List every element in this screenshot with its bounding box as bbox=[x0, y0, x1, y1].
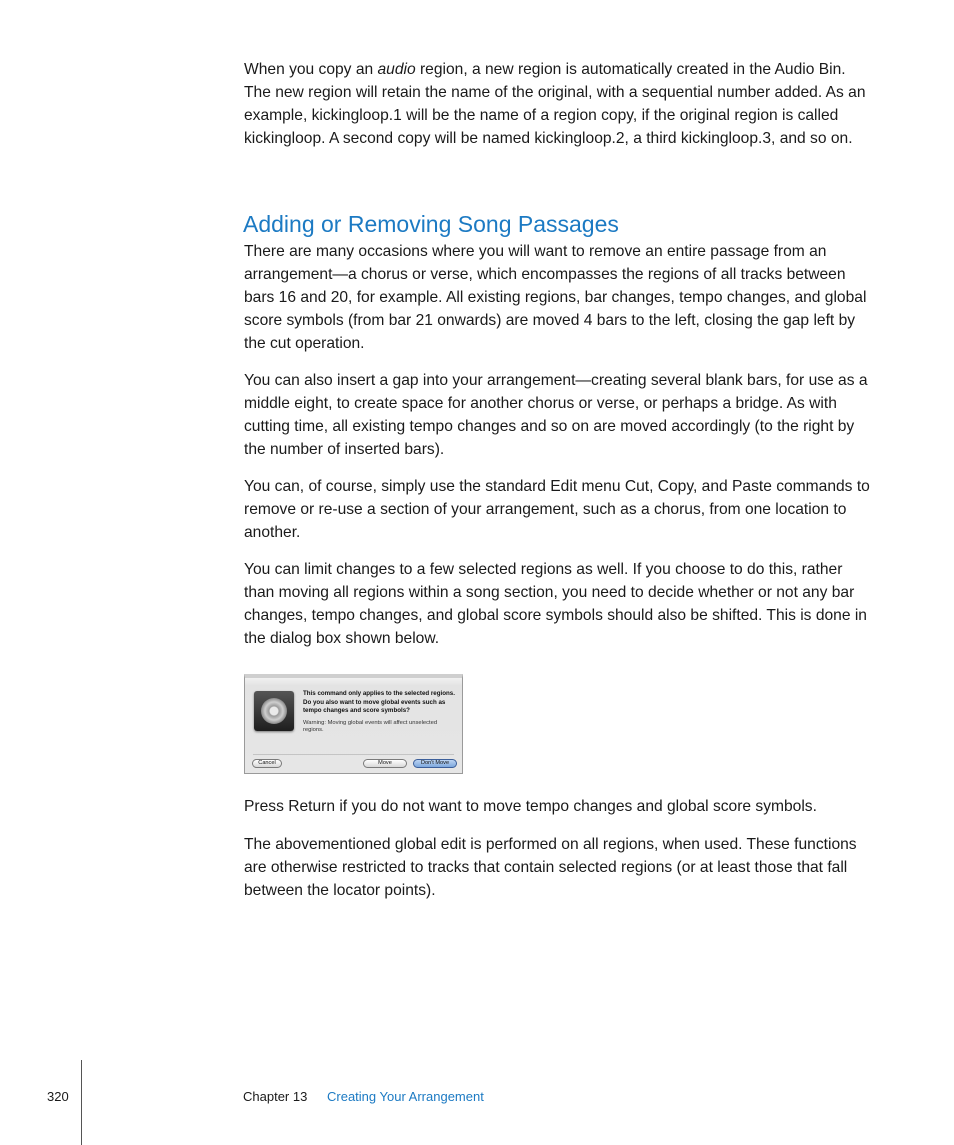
body-paragraph-3: You can, of course, simply use the standard Edit menu Cut, Copy, and Paste commands to remove or re-use a section of your arrangement, such as a chorus, from one location to another. bbox=[244, 478, 870, 541]
cancel-button[interactable]: Cancel bbox=[252, 759, 282, 768]
body-paragraph-5: Press Return if you do not want to move tempo changes and global score symbols. bbox=[244, 798, 817, 815]
footer-chapter-title: Creating Your Arrangement bbox=[327, 1089, 484, 1104]
dont-move-button[interactable]: Don't Move bbox=[413, 759, 457, 768]
body-paragraph-2: You can also insert a gap into your arrangement—creating several blank bars, for use as a middle eight, to create space for another chorus or verse, or perhaps a bridge. As with cutting time, all existing tempo changes and so on are moved accordingly (to the right by the number of inserted bars). bbox=[244, 372, 868, 458]
dialog-warning: Warning: Moving global events will affect unselected regions. bbox=[303, 719, 438, 734]
intro-paragraph bbox=[244, 58, 874, 150]
body-paragraph-6: The abovementioned global edit is performed on all regions, when used. These functions are otherwise restricted to tracks that contain selected regions (or at least those that fall between the locator points). bbox=[244, 836, 857, 899]
intro-text-before: When you copy an bbox=[244, 61, 378, 78]
page-number: 320 bbox=[47, 1089, 69, 1104]
dialog-divider bbox=[253, 754, 454, 755]
intro-text-after: region, a new region is automatically created in the Audio Bin. The new region will retain the name of the original, with a sequential number added. As an example, kickingloop.1 will be the name of a region copy, if the original region is called kickingloop. A second copy will be named kickingloop.2, a third kickingloop.3, and so on. bbox=[244, 61, 866, 147]
footer-divider bbox=[81, 1060, 82, 1145]
move-global-events-dialog bbox=[244, 674, 463, 774]
move-button[interactable]: Move bbox=[363, 759, 407, 768]
footer-chapter-label: Chapter 13 bbox=[243, 1089, 308, 1104]
intro-italic-word: audio bbox=[377, 61, 416, 78]
logic-disc-icon bbox=[254, 691, 294, 731]
body-paragraph-4: You can limit changes to a few selected regions as well. If you choose to do this, rather than moving all regions within a song section, you need to decide whether or not any bar changes, tempo changes, and global score symbols should also be shifted. This is done in the dialog box shown below. bbox=[244, 561, 867, 647]
dialog-question: This command only applies to the selected regions. Do you also want to move global events such as tempo changes and score symbols? bbox=[303, 690, 455, 715]
body-paragraph-1: There are many occasions where you will want to remove an entire passage from an arrangement—a chorus or verse, which encompasses the regions of all tracks between bars 16 and 20, for example. All existing regions, bar changes, tempo changes, and global score symbols (from bar 21 onwards) are moved 4 bars to the left, closing the gap left by the cut operation. bbox=[244, 243, 867, 352]
disc-shape bbox=[261, 698, 287, 724]
section-heading: Adding or Removing Song Passages bbox=[243, 211, 619, 237]
dialog-message bbox=[303, 690, 458, 735]
